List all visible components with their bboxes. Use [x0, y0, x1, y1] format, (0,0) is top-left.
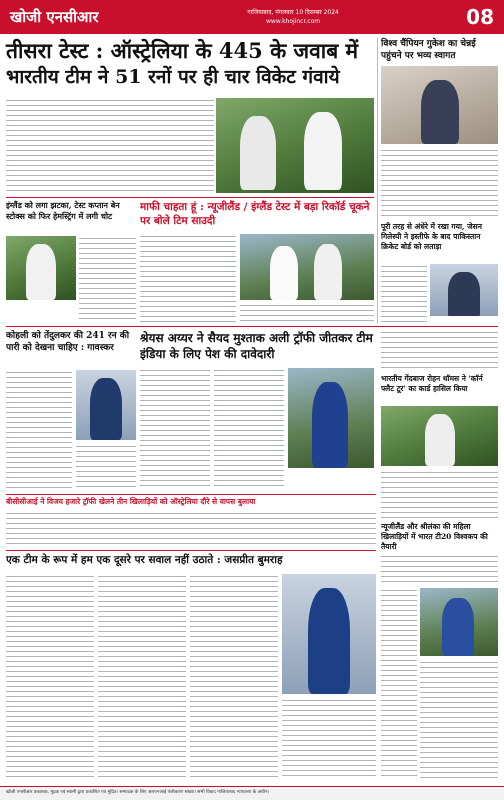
iyer-body-text-1 — [140, 368, 210, 490]
southee-figure-1 — [270, 246, 298, 300]
player-figure-1 — [240, 116, 276, 190]
women-headline: न्यूजीलैंड और श्रीलंका की महिला खिलाड़ियों में भारत टी20 विश्वकप की तैयारी — [381, 522, 488, 551]
iyer-figure — [312, 382, 348, 468]
stokes-figure — [26, 244, 56, 300]
player-figure-2 — [304, 112, 342, 190]
lead-photo — [216, 98, 374, 193]
women-body-text-3 — [420, 660, 498, 778]
bcci-headline: बीसीसीआई ने विजय हजारे ट्रॉफी खेलने तीन खिलाड़ियों को ऑस्ट्रेलिया दौरे से वापस बुलाया — [6, 497, 256, 506]
bumrah-body-text-1 — [6, 574, 94, 778]
southee-figure-2 — [314, 244, 342, 300]
women-figure — [442, 598, 474, 656]
masthead — [0, 0, 504, 34]
bumrah-body-text-2 — [98, 574, 186, 778]
england-body-text — [79, 236, 136, 321]
brand-name: खोजी एनसीआर — [10, 8, 99, 26]
kohli-figure — [90, 378, 122, 440]
page-footer: खोजी एनसीआर प्रकाशक, मुद्रक एवं स्वामी द्वारा प्रकाशित एवं मुद्रित। सम्पादक के लिए आरएनआई पंजीकरण संख्या। सभी विवाद गाजियाबाद न्यायालय के अधीन। — [0, 786, 504, 800]
england-headline: इंग्लैंड को लगा झटका, टेस्ट कप्तान बेन स्टोक्स को फिर हेमस्ट्रिंग में लगी चोट — [6, 200, 120, 221]
masthead-date: गाजियाबाद, मंगलवार 10 दिसम्बर 2024 — [247, 9, 339, 16]
thomas-figure — [425, 414, 455, 466]
bcci-body-text — [6, 511, 376, 547]
lead-body-text — [6, 98, 214, 193]
kohli-body-text-1 — [6, 370, 72, 490]
southee-photo — [240, 234, 374, 300]
gukesh-body-text — [381, 148, 498, 218]
thomas-body-text — [381, 470, 498, 518]
bumrah-body-text-3 — [190, 574, 278, 778]
gukesh-photo — [381, 66, 498, 144]
women-body-text — [381, 554, 498, 584]
lead-headline-1: तीसरा टेस्ट : ऑस्ट्रेलिया के 445 के जवाब में — [6, 38, 359, 63]
kohli-body-text-2 — [76, 444, 136, 490]
bumrah-photo — [282, 574, 376, 694]
page-number: 08 — [466, 5, 494, 29]
gukesh-figure — [421, 80, 459, 144]
bumrah-headline: एक टीम के रूप में हम एक दूसरे पर सवाल नहीं उठाते : जसप्रीत बुमराह — [6, 554, 283, 566]
gillespie-headline: पूरी तरह से अंधेरे में रखा गया, जेसन गिलेस्पी ने इस्तीफे के बाद पाकिस्तान क्रिकेट बोर्ड को लताड़ा — [381, 222, 482, 251]
gukesh-headline: विश्व चैंपियन गुकेश का चेन्नई पहुंचने पर भव्य स्वागत — [381, 39, 476, 61]
bumrah-body-text-4 — [282, 698, 376, 778]
gillespie-photo — [430, 264, 498, 316]
kohli-photo — [76, 370, 136, 440]
gillespie-body-text — [381, 264, 427, 324]
thomas-headline: भारतीय गेंदबाज रोहन थॉमस ने 'कॉर्न फ्लैट टूर' का कार्ड हासिल किया — [381, 374, 483, 393]
lead-headline-2: भारतीय टीम ने 51 रनों पर ही चार विकेट गंवाये — [6, 66, 340, 88]
masthead-website: www.khojincr.com — [266, 18, 321, 25]
southee-caption — [240, 303, 374, 321]
kohli-headline: कोहली को तेंदुलकर की 241 रन की पारी को देखना चाहिए : गावस्कर — [6, 331, 130, 353]
stokes-photo — [6, 236, 76, 300]
southee-body-text — [140, 234, 236, 322]
gillespie-figure — [448, 272, 480, 316]
southee-headline: माफी चाहता हूं : न्यूजीलैंड / इंग्लैंड टेस्ट में बड़ा रिकॉर्ड चूकने पर बोले टिम साउदी — [140, 201, 370, 227]
iyer-body-text-2 — [214, 368, 284, 490]
women-body-text-2 — [381, 588, 417, 778]
gillespie-body-text-2 — [381, 330, 498, 370]
thomas-photo — [381, 406, 498, 466]
iyer-headline: श्रेयस अय्यर ने सैयद मुश्ताक अली ट्रॉफी जीतकर टीम इंडिया के लिए पेश की दावेदारी — [140, 331, 373, 361]
women-photo — [420, 588, 498, 656]
bumrah-figure — [308, 588, 350, 694]
iyer-photo — [288, 368, 374, 468]
masthead-meta — [120, 8, 466, 26]
